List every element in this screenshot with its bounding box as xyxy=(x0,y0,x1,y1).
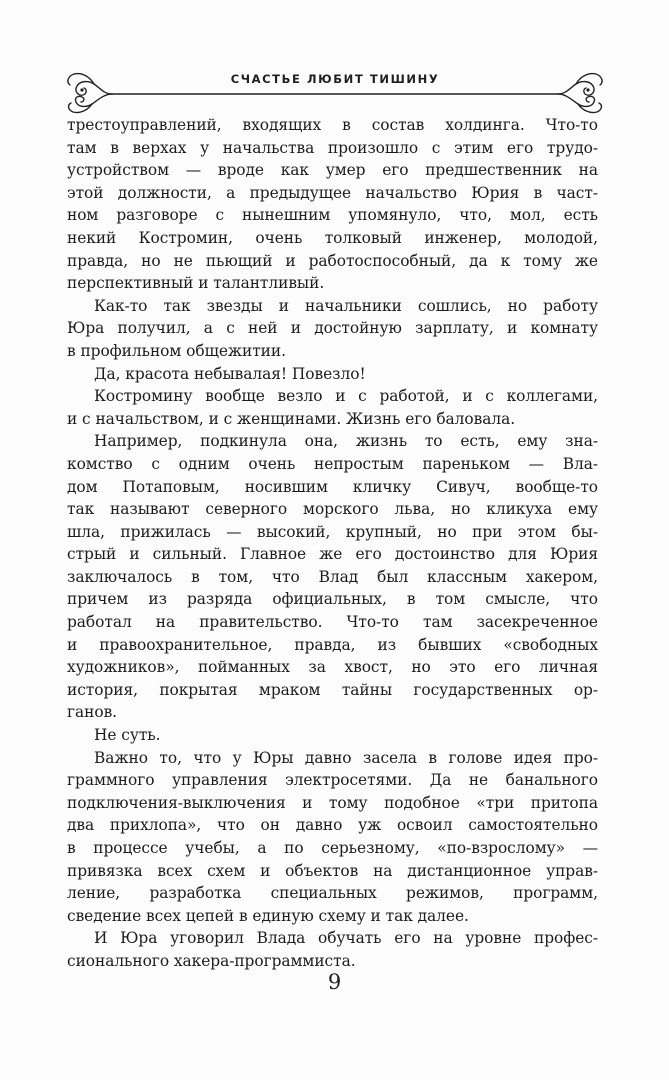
text-line: трестоуправлений, входящих в состав холдинга. Что-то xyxy=(67,116,598,134)
text-line: в процессе учебы, а по серьезному, «по-взрослому» — xyxy=(67,839,598,857)
paragraph xyxy=(67,724,598,747)
text-line: Да, красота небывалая! Повезло! xyxy=(94,364,366,383)
running-title: СЧАСТЬЕ ЛЮБИТ ТИШИНУ xyxy=(230,72,440,86)
text-line: комство с одним очень непростым пареньком — Вла- xyxy=(67,454,598,473)
text-line: сионального хакера-программиста. xyxy=(67,951,356,970)
text-line: причем из разряда официальных, в том смысле, что xyxy=(67,590,598,609)
text-line: устройством — вроде как умер его предшественник на xyxy=(67,161,598,180)
paragraph xyxy=(67,295,598,363)
text-line: заключалось в том, что Влад был классным хакером, xyxy=(67,567,598,586)
paragraph xyxy=(67,363,598,386)
text-line: дом Потаповым, носившим кличку Сивуч, вообще-то xyxy=(67,477,598,496)
text-line: Не суть. xyxy=(94,726,161,745)
text-line: граммного управления электросетями. Да не банального xyxy=(67,771,598,790)
paragraph xyxy=(67,747,598,928)
text-line: работал на правительство. Что-то там засекреченное xyxy=(67,613,598,632)
chapter-text xyxy=(67,114,598,973)
text-line: перспективный и талантливый. xyxy=(67,274,325,293)
text-line: Костромину вообще везло и с работой, и с коллегами, xyxy=(94,387,598,406)
text-line: Например, подкинула она, жизнь то есть, ему зна- xyxy=(94,432,598,451)
text-line: привязка всех схем и объектов на дистанционное управ- xyxy=(67,861,598,880)
page-number: 9 xyxy=(327,970,342,994)
text-line: Юра получил, а с ней и достойную зарплату, и комнату xyxy=(67,319,598,338)
text-line: ном разговоре с нынешним упомянуло, что, мол, есть xyxy=(67,206,598,225)
text-line: шла, прижилась — высокий, крупный, но при этом бы- xyxy=(67,522,598,541)
text-line: И Юра уговорил Влада обучать его на уровне профес- xyxy=(94,929,598,948)
text-line: Важно то, что у Юры давно засела в голове идея про- xyxy=(94,748,598,767)
text-line: в профильном общежитии. xyxy=(67,341,286,360)
paragraph xyxy=(67,927,598,972)
text-line: Как-то так звезды и начальники сошлись, но работу xyxy=(94,296,598,315)
paragraph xyxy=(67,114,598,295)
text-line: два прихлопа», что он давно уж освоил самостоятельно xyxy=(67,816,598,835)
paragraph xyxy=(67,430,598,724)
text-line: некий Костромин, очень толковый инженер, молодой, xyxy=(67,228,598,247)
text-line: так называют северного морского льва, но кликуха ему xyxy=(67,500,598,519)
text-line: ление, разработка специальных режимов, программ, xyxy=(67,884,598,903)
text-line: стрый и сильный. Главное же его достоинство для Юрия xyxy=(67,545,598,564)
paragraph xyxy=(67,385,598,430)
text-line: там в верхах у начальства произошло с этим его трудо- xyxy=(67,138,598,157)
text-line: художников», пойманных за хвост, но это его личная xyxy=(67,658,598,677)
text-line: этой должности, а предыдущее начальство Юрия в част- xyxy=(67,183,598,202)
text-line: и с начальством, и с женщинами. Жизнь его баловала. xyxy=(67,409,516,428)
text-line: подключения-выключения и тому подобное «три притопа xyxy=(67,793,598,812)
text-line: ганов. xyxy=(67,703,118,722)
page-header xyxy=(60,60,610,120)
header-ornament xyxy=(60,60,610,120)
text-line: история, покрытая мраком тайны государственных ор- xyxy=(67,680,598,699)
text-line: сведение всех цепей в единую схему и так далее. xyxy=(67,906,469,925)
text-line: и правоохранительное, правда, из бывших «свободных xyxy=(67,635,598,654)
text-line: правда, но не пьющий и работоспособный, да к тому же xyxy=(67,251,598,270)
